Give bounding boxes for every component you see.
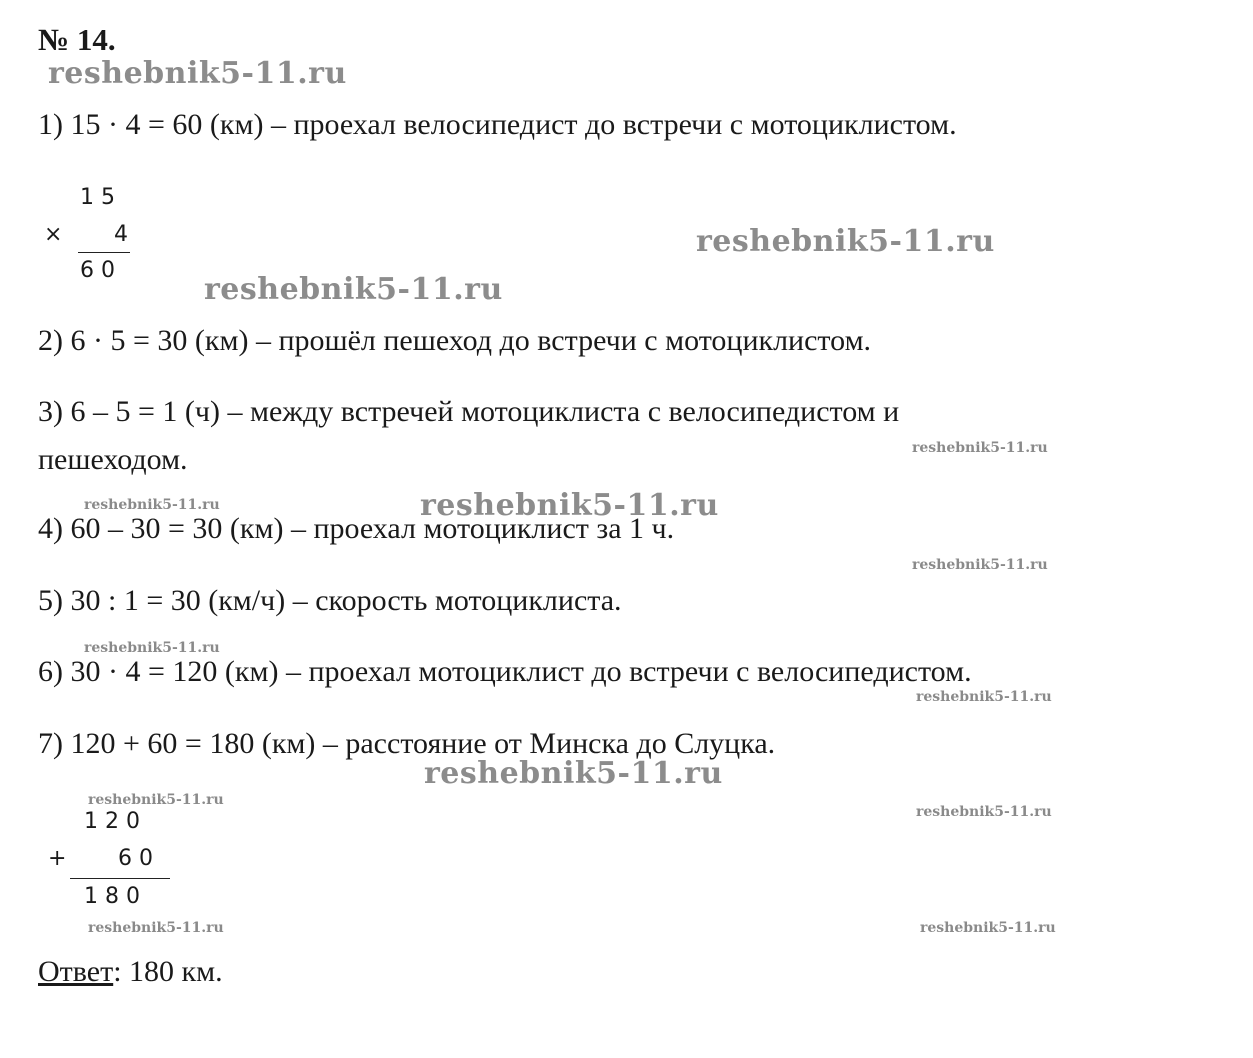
watermark: reshebnik5-11.ru [424,756,723,791]
step-3: 3) 6 – 5 = 1 (ч) – между встречей мотоциклиста с велосипедистом и [38,395,900,428]
watermark: reshebnik5-11.ru [88,920,224,936]
watermark: reshebnik5-11.ru [916,689,1052,705]
watermark: reshebnik5-11.ru [920,920,1056,936]
step-5: 5) 30 : 1 = 30 (км/ч) – скорость мотоциклиста. [38,584,622,617]
watermark: reshebnik5-11.ru [84,497,220,513]
watermark: reshebnik5-11.ru [912,440,1048,456]
add-row1: 1 2 0 [84,809,140,834]
step-6: 6) 30 · 4 = 120 (км) – проехал мотоциклист до встречи с велосипедистом. [38,655,972,688]
answer-label: Ответ [38,955,114,988]
step-2: 2) 6 · 5 = 30 (км) – прошёл пешеход до встречи с мотоциклистом. [38,324,872,357]
answer-text: : 180 км. [113,955,223,988]
watermark: reshebnik5-11.ru [696,224,995,259]
problem-title: № 14. [38,22,116,57]
step-7: 7) 120 + 60 = 180 (км) – расстояние от Минска до Слуцка. [38,727,776,760]
mult-result: 6 0 [80,258,115,283]
answer [38,955,223,989]
watermark: reshebnik5-11.ru [84,640,220,656]
mult-rule [78,252,130,253]
mult-row2: 4 [114,222,128,247]
step-1: 1) 15 · 4 = 60 (км) – проехал велосипедист до встречи с мотоциклистом. [38,108,957,141]
watermark: reshebnik5-11.ru [204,272,503,307]
mult-row1: 1 5 [80,185,115,210]
watermark: reshebnik5-11.ru [420,488,719,523]
add-result: 1 8 0 [84,884,140,909]
watermark: reshebnik5-11.ru [88,792,224,808]
watermark: reshebnik5-11.ru [48,56,347,91]
add-operator: + [48,846,67,871]
watermark: reshebnik5-11.ru [916,804,1052,820]
watermark: reshebnik5-11.ru [912,557,1048,573]
step-3-continuation: пешеходом. [38,443,188,476]
step-4: 4) 60 – 30 = 30 (км) – проехал мотоциклист за 1 ч. [38,512,675,545]
add-row2: 6 0 [118,846,153,871]
add-rule [70,878,170,879]
mult-operator: × [44,222,63,247]
